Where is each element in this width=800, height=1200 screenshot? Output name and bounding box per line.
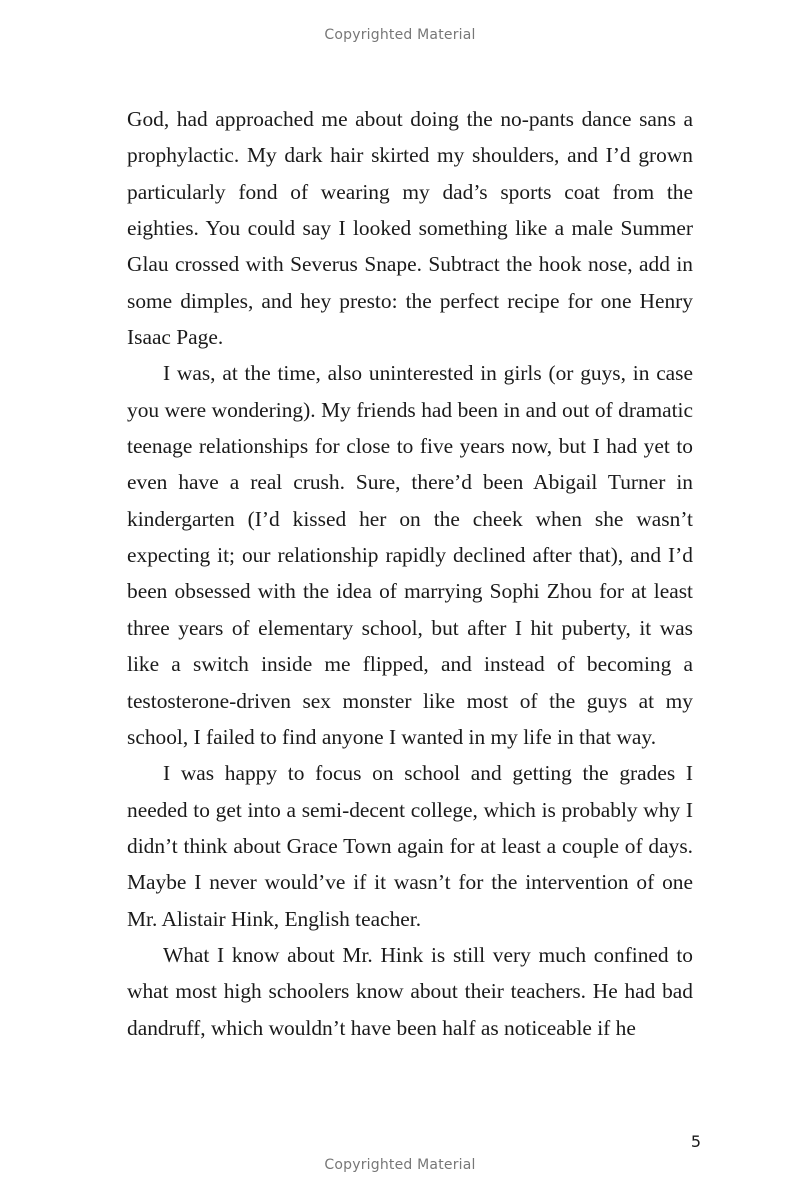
- paragraph: I was, at the time, also uninterested in girls (or guys, in case you were wondering). My friends had been in and out of dramatic teenage relationships for close to five years now, but I had yet to even have a real crush. Sure, there’d been Abigail Turner in kindergarten (I’d kissed her on the cheek when she wasn’t expecting it; our relationship rapidly declined after that), and I’d been obsessed with the idea of marrying Sophi Zhou for at least three years of elementary school, but after I hit puberty, it was like a switch inside me flipped, and instead of becoming a testosterone-driven sex monster like most of the guys at my school, I failed to find anyone I wanted in my life in that way.: [127, 361, 693, 749]
- body-text: [127, 101, 693, 1046]
- copyright-watermark-top: Copyrighted Material: [324, 27, 476, 43]
- paragraph: I was happy to focus on school and getting the grades I needed to get into a semi-decent college, which is probably why I didn’t think about Grace Town again for at least a couple of days. Maybe I never would’ve if it wasn’t for the intervention of one Mr. Alistair Hink, English teacher.: [127, 761, 693, 931]
- paragraph: God, had approached me about doing the no-pants dance sans a prophylactic. My dark hair skirted my shoulders, and I’d grown particularly fond of wearing my dad’s sports coat from the eighties. You could say I looked something like a male Summer Glau crossed with Severus Snape. Subtract the hook nose, add in some dimples, and hey presto: the perfect recipe for one Henry Isaac Page.: [127, 107, 693, 350]
- copyright-watermark-bottom: Copyrighted Material: [324, 1157, 476, 1173]
- page-number: 5: [690, 1132, 701, 1151]
- paragraph: What I know about Mr. Hink is still very much confined to what most high schoolers know about their teachers. He had bad dandruff, which wouldn’t have been half as noticeable if he: [127, 942, 693, 1040]
